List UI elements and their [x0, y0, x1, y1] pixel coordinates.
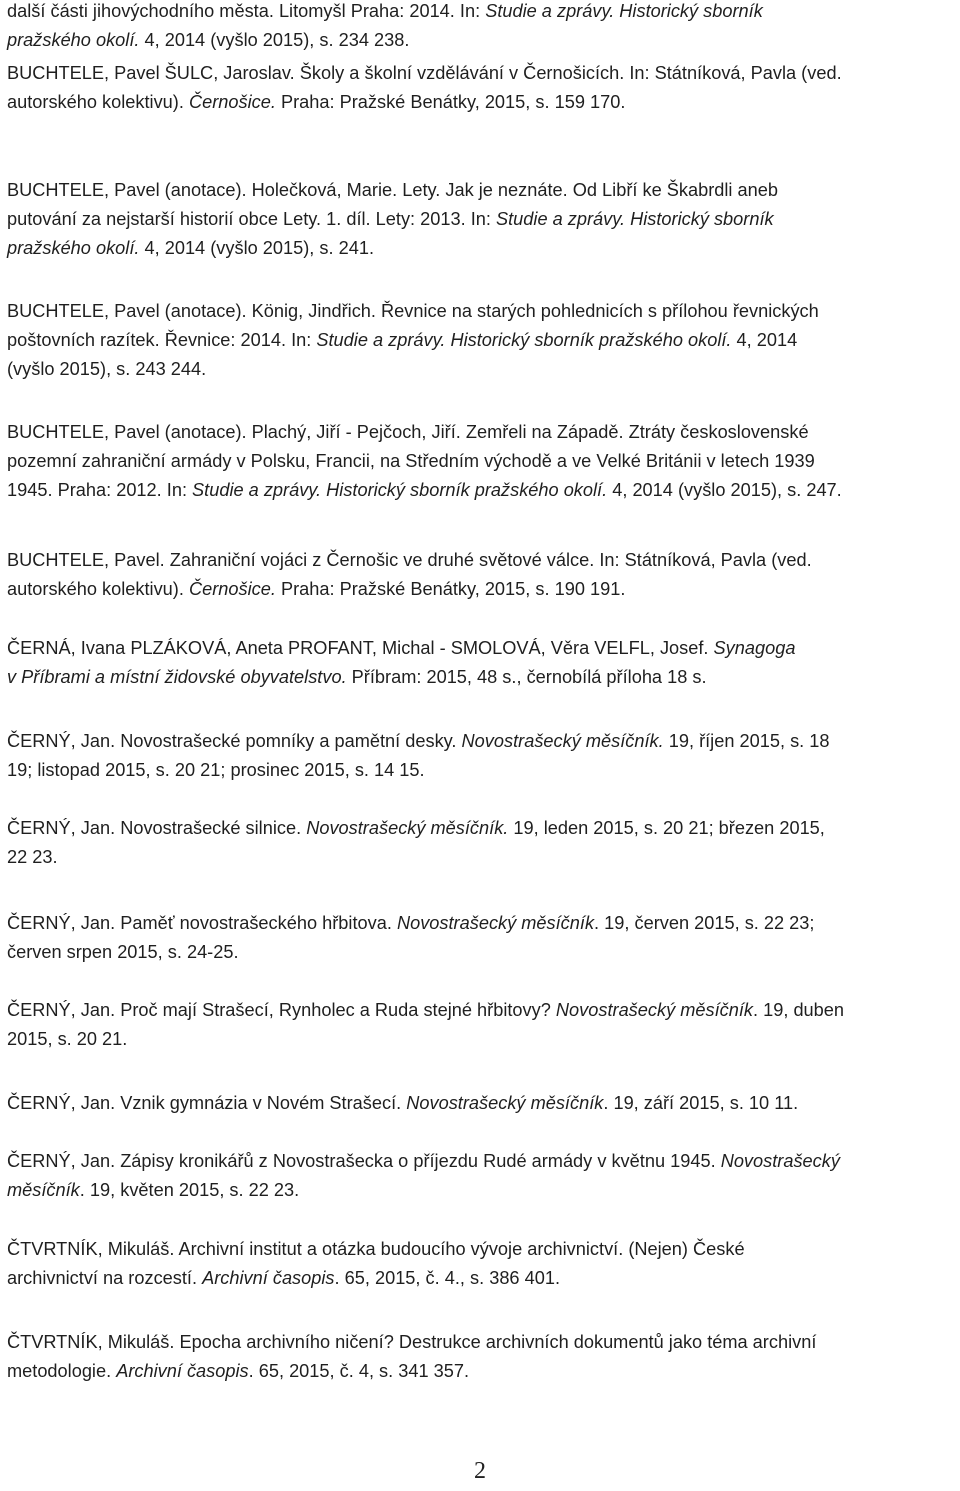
entry-line: [7, 814, 953, 843]
text-segment: metodologie.: [7, 1361, 117, 1381]
text-segment: ČERNÝ, Jan. Novostrašecké silnice.: [7, 818, 307, 838]
italic-text-segment: Archivní časopis: [202, 1268, 335, 1288]
text-segment: BUCHTELE, Pavel. Zahraniční vojáci z Černošic ve druhé světové válce. In: Státníková, Pavla (ved.: [7, 550, 812, 570]
text-segment: autorského kolektivu).: [7, 92, 189, 112]
entry-line: [7, 1264, 953, 1293]
italic-text-segment: v Příbrami a místní židovské obyvatelstvo.: [7, 667, 347, 687]
italic-text-segment: Studie a zprávy. Historický sborník pražského okolí.: [192, 480, 608, 500]
text-segment: ČTVRTNÍK, Mikuláš. Archivní institut a otázka budoucího vývoje archivnictví. (Nejen) České: [7, 1239, 745, 1259]
text-segment: 22 23.: [7, 847, 58, 867]
text-segment: 4, 2014 (vyšlo 2015), s. 241.: [139, 238, 374, 258]
entry-line: [7, 26, 953, 55]
text-segment: . 19, září 2015, s. 10 11.: [603, 1093, 799, 1113]
italic-text-segment: Novostrašecký: [720, 1151, 840, 1171]
bibliography-entry: [7, 418, 953, 505]
bibliography-entry: [7, 0, 953, 55]
text-segment: autorského kolektivu).: [7, 579, 189, 599]
entry-line: [7, 1089, 953, 1118]
entry-line: [7, 938, 953, 967]
text-segment: . 19, duben: [753, 1000, 845, 1020]
italic-text-segment: pražského okolí.: [7, 30, 140, 50]
entry-line: [7, 355, 953, 384]
text-segment: . 19, květen 2015, s. 22 23.: [79, 1180, 300, 1200]
entry-line: [7, 575, 953, 604]
text-segment: BUCHTELE, Pavel (anotace). Holečková, Marie. Lety. Jak je neznáte. Od Libří ke Škabrdli aneb: [7, 180, 778, 200]
text-segment: Praha: Pražské Benátky, 2015, s. 159 170.: [275, 92, 626, 112]
entry-line: [7, 843, 953, 872]
text-segment: ČERNÁ, Ivana PLZÁKOVÁ, Aneta PROFANT, Michal - SMOLOVÁ, Věra VELFL, Josef.: [7, 638, 714, 658]
italic-text-segment: Novostrašecký měsíčník.: [306, 818, 509, 838]
text-segment: poštovních razítek. Řevnice: 2014. In:: [7, 330, 317, 350]
text-segment: Příbram: 2015, 48 s., černobílá příloha 18 s.: [346, 667, 707, 687]
bibliography-entry: [7, 727, 953, 785]
text-segment: další části jihovýchodního města. Litomyšl Praha: 2014. In:: [7, 1, 486, 21]
text-segment: . 65, 2015, č. 4., s. 386 401.: [334, 1268, 560, 1288]
entry-line: [7, 756, 953, 785]
text-segment: ČERNÝ, Jan. Vznik gymnázia v Novém Strašecí.: [7, 1093, 407, 1113]
text-segment: archivnictví na rozcestí.: [7, 1268, 203, 1288]
bibliography-entry: [7, 297, 953, 384]
page-number: 2: [474, 1458, 486, 1484]
entry-line: [7, 447, 953, 476]
entry-line: [7, 297, 953, 326]
bibliography-entry: [7, 814, 953, 872]
entry-line: [7, 0, 953, 26]
entry-line: [7, 476, 953, 505]
bibliography-entry: [7, 1328, 953, 1386]
bibliography-entry: [7, 59, 953, 117]
text-segment: BUCHTELE, Pavel ŠULC, Jaroslav. Školy a školní vzdělávání v Černošicích. In: Státníková, Pavla (ved.: [7, 63, 842, 83]
entry-line: [7, 1357, 953, 1386]
text-segment: . 65, 2015, č. 4, s. 341 357.: [248, 1361, 470, 1381]
entry-line: [7, 663, 953, 692]
bibliography-entry: [7, 909, 953, 967]
text-segment: 19; listopad 2015, s. 20 21; prosinec 2015, s. 14 15.: [7, 760, 425, 780]
bibliography-entry: [7, 176, 953, 263]
text-segment: 4, 2014: [731, 330, 798, 350]
text-segment: 2015, s. 20 21.: [7, 1029, 128, 1049]
text-segment: pozemní zahraniční armády v Polsku, Francii, na Středním východě a ve Velké Británii v letech 1939: [7, 451, 815, 471]
text-segment: 4, 2014 (vyšlo 2015), s. 234 238.: [139, 30, 410, 50]
text-segment: BUCHTELE, Pavel (anotace). König, Jindřich. Řevnice na starých pohlednicích s přílohou řevnických: [7, 301, 819, 321]
entry-line: [7, 88, 953, 117]
entry-line: [7, 1025, 953, 1054]
bibliography-entry: [7, 1147, 953, 1205]
entry-line: [7, 546, 953, 575]
italic-text-segment: Synagoga: [713, 638, 796, 658]
text-segment: ČERNÝ, Jan. Proč mají Strašecí, Rynholec a Ruda stejné hřbitovy?: [7, 1000, 556, 1020]
entry-line: [7, 1235, 953, 1264]
entry-line: [7, 326, 953, 355]
entry-line: [7, 909, 953, 938]
text-segment: 1945. Praha: 2012. In:: [7, 480, 193, 500]
text-segment: Praha: Pražské Benátky, 2015, s. 190 191.: [275, 579, 626, 599]
italic-text-segment: Novostrašecký měsíčník: [406, 1093, 604, 1113]
italic-text-segment: Studie a zprávy. Historický sborník pražského okolí.: [316, 330, 732, 350]
italic-text-segment: Černošice.: [188, 92, 276, 112]
italic-text-segment: pražského okolí.: [7, 238, 140, 258]
bibliography-entry: [7, 634, 953, 692]
entry-line: [7, 996, 953, 1025]
italic-text-segment: Archivní časopis: [116, 1361, 249, 1381]
bibliography-entry: [7, 1089, 953, 1118]
italic-text-segment: Studie a zprávy. Historický sborník: [485, 1, 763, 21]
text-segment: ČERNÝ, Jan. Zápisy kronikářů z Novostrašecka o příjezdu Rudé armády v květnu 1945.: [7, 1151, 721, 1171]
bibliography-entry: [7, 996, 953, 1054]
text-segment: putování za nejstarší historií obce Lety. 1. díl. Lety: 2013. In:: [7, 209, 496, 229]
text-segment: červen srpen 2015, s. 24-25.: [7, 942, 239, 962]
entry-line: [7, 1328, 953, 1357]
text-segment: BUCHTELE, Pavel (anotace). Plachý, Jiří - Pejčoch, Jiří. Zemřeli na Západě. Ztráty československé: [7, 422, 809, 442]
entry-line: [7, 1176, 953, 1205]
entry-line: [7, 727, 953, 756]
bibliography-entry: [7, 1235, 953, 1293]
entry-line: [7, 634, 953, 663]
italic-text-segment: Novostrašecký měsíčník.: [461, 731, 664, 751]
italic-text-segment: Studie a zprávy. Historický sborník: [495, 209, 774, 229]
text-segment: ČERNÝ, Jan. Novostrašecké pomníky a pamětní desky.: [7, 731, 462, 751]
entry-line: [7, 1147, 953, 1176]
text-segment: 4, 2014 (vyšlo 2015), s. 247.: [607, 480, 842, 500]
entry-line: [7, 234, 953, 263]
entry-line: [7, 176, 953, 205]
bibliography-entry: [7, 546, 953, 604]
text-segment: . 19, červen 2015, s. 22 23;: [594, 913, 815, 933]
italic-text-segment: Černošice.: [188, 579, 276, 599]
italic-text-segment: Novostrašecký měsíčník: [555, 1000, 753, 1020]
italic-text-segment: měsíčník: [7, 1180, 80, 1200]
italic-text-segment: Novostrašecký měsíčník: [396, 913, 595, 933]
text-segment: (vyšlo 2015), s. 243 244.: [7, 359, 207, 379]
entry-line: [7, 418, 953, 447]
text-segment: 19, leden 2015, s. 20 21; březen 2015,: [508, 818, 825, 838]
entry-line: [7, 205, 953, 234]
text-segment: ČERNÝ, Jan. Paměť novostrašeckého hřbitova.: [7, 913, 397, 933]
entry-line: [7, 59, 953, 88]
text-segment: ČTVRTNÍK, Mikuláš. Epocha archivního ničení? Destrukce archivních dokumentů jako téma archivní: [7, 1332, 817, 1352]
text-segment: 19, říjen 2015, s. 18: [663, 731, 830, 751]
